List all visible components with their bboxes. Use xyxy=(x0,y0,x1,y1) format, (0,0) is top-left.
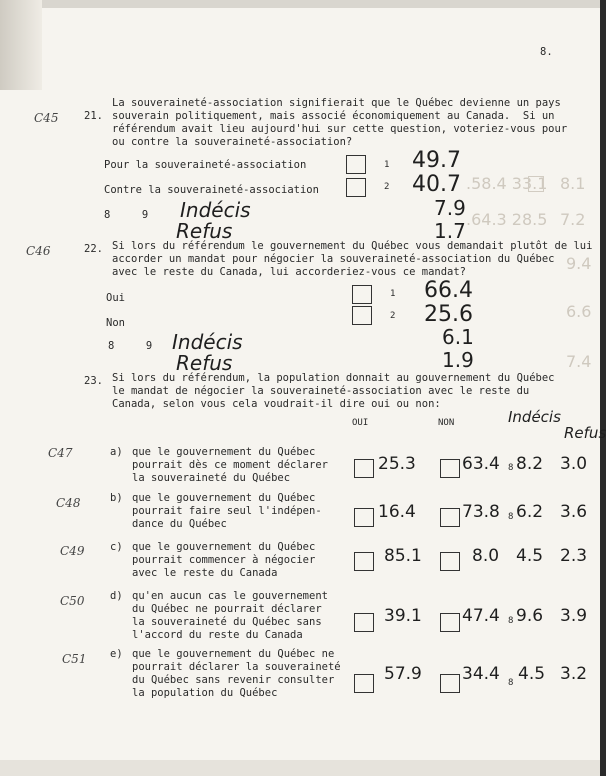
q22-extra-codes: 8 9 xyxy=(108,340,153,352)
q21-text-line: référendum avait lieu aujourd'hui sur cette question, voteriez-vous pour xyxy=(112,123,568,135)
q21-refus-label: Refus xyxy=(176,219,233,243)
q21-option-num: 1 xyxy=(384,160,390,170)
q23-sep: 8 xyxy=(508,616,514,626)
q23-oui-value: 85.1 xyxy=(384,546,422,566)
q23-header-oui: OUI xyxy=(352,418,369,428)
q23-indecis-value: 4.5 xyxy=(518,664,546,684)
q23-item-line: la population du Québec xyxy=(132,687,278,699)
bleed-through-box xyxy=(528,176,544,192)
q23-non-checkbox[interactable] xyxy=(440,552,460,571)
q21-option-value: 49.7 xyxy=(412,148,461,173)
q22-text-line: avec le reste du Canada, lui accorderiez-vous ce mandat? xyxy=(112,266,467,278)
q22-code: C46 xyxy=(26,244,51,258)
q23-oui-checkbox[interactable] xyxy=(354,674,374,693)
q23-indecis-value: 8.2 xyxy=(516,454,544,474)
q23-oui-value: 16.4 xyxy=(378,502,416,522)
q23-sep: 8 xyxy=(508,463,514,473)
q23-item-letter: e) xyxy=(110,648,123,660)
q21-option-num: 2 xyxy=(384,182,390,192)
q22-option-checkbox[interactable] xyxy=(352,285,372,304)
q21-refus-value: 1.7 xyxy=(434,219,466,243)
q23-item-line: la souveraineté du Québec xyxy=(132,472,291,484)
q23-refus-value: 3.0 xyxy=(560,454,588,474)
q23-oui-value: 25.3 xyxy=(378,454,416,474)
q23-text-line: le mandat de négocier la souveraineté-association avec le reste du xyxy=(112,385,530,397)
q23-item-code: C51 xyxy=(62,652,87,666)
q23-item-line: du Québec sans revenir consulter xyxy=(132,674,335,686)
q23-item-code: C50 xyxy=(60,594,85,608)
q21-indecis-value: 7.9 xyxy=(434,196,466,220)
q23-indecis-value: 9.6 xyxy=(516,606,544,626)
q22-option-num: 1 xyxy=(390,289,396,299)
q23-item-line: pourrait faire seul l'indépen- xyxy=(132,505,322,517)
q23-text-line: Si lors du référendum, la population donnait au gouvernement du Québec xyxy=(112,372,555,384)
q23-non-checkbox[interactable] xyxy=(440,613,460,632)
q21-code: C45 xyxy=(34,111,59,125)
q23-indecis-value: 4.5 xyxy=(516,546,544,566)
q23-oui-value: 39.1 xyxy=(384,606,422,626)
q23-oui-value: 57.9 xyxy=(384,664,422,684)
q22-option-value: 25.6 xyxy=(424,302,473,327)
q22-refus-label: Refus xyxy=(176,351,233,375)
bleed-through-mark: .58.4 33.1 xyxy=(466,174,548,193)
q23-refus-value: 3.9 xyxy=(560,606,588,626)
q23-item-line: avec le reste du Canada xyxy=(132,567,278,579)
q23-non-value: 47.4 xyxy=(462,606,500,626)
q23-item-line: pourrait commencer à négocier xyxy=(132,554,316,566)
q22-option-value: 66.4 xyxy=(424,278,473,303)
q23-item-line: que le gouvernement du Québec xyxy=(132,541,316,553)
page-number: 8. xyxy=(540,46,553,58)
q23-refus-value: 3.2 xyxy=(560,664,588,684)
q23-item-line: que le gouvernement du Québec xyxy=(132,492,316,504)
q21-option-label: Contre la souveraineté-association xyxy=(104,184,319,196)
q23-header-non: NON xyxy=(438,418,455,428)
q23-item-code: C48 xyxy=(56,496,81,510)
bleed-through-mark: 9.4 xyxy=(566,254,592,273)
q21-option-value: 40.7 xyxy=(412,172,461,197)
q23-non-checkbox[interactable] xyxy=(440,459,460,478)
q21-option-label: Pour la souveraineté-association xyxy=(104,159,307,171)
q23-item-line: que le gouvernement du Québec xyxy=(132,446,316,458)
q23-oui-checkbox[interactable] xyxy=(354,613,374,632)
page-bottom-edge xyxy=(0,760,600,776)
q23-header-refus: Refus xyxy=(564,424,606,442)
bleed-through-mark: 7.2 xyxy=(560,210,586,229)
q23-text-line: Canada, selon vous cela voudrait-il dire oui ou non: xyxy=(112,398,441,410)
bleed-through-mark: 7.4 xyxy=(566,352,592,371)
q22-option-label: Oui xyxy=(106,292,125,304)
q22-option-checkbox[interactable] xyxy=(352,306,372,325)
q23-item-line: qu'en aucun cas le gouvernement xyxy=(132,590,328,602)
q23-sep: 8 xyxy=(508,678,514,688)
q22-refus-value: 1.9 xyxy=(442,348,474,372)
q21-option-checkbox[interactable] xyxy=(346,155,366,174)
q23-item-code: C49 xyxy=(60,544,85,558)
q21-option-checkbox[interactable] xyxy=(346,178,366,197)
q23-item-line: l'accord du reste du Canada xyxy=(132,629,303,641)
q23-item-line: la souveraineté du Québec sans xyxy=(132,616,322,628)
q23-number: 23. xyxy=(84,375,103,387)
q23-sep: 8 xyxy=(508,512,514,522)
bleed-through-mark: .64.3 28.5 xyxy=(466,210,548,229)
q23-non-value: 8.0 xyxy=(472,546,500,566)
q23-oui-checkbox[interactable] xyxy=(354,459,374,478)
q23-item-line: pourrait déclarer la souveraineté xyxy=(132,661,341,673)
q23-non-checkbox[interactable] xyxy=(440,674,460,693)
q22-text-line: Si lors du référendum le gouvernement du Québec vous demandait plutôt de lui xyxy=(112,240,593,252)
q23-item-letter: c) xyxy=(110,541,123,553)
q22-indecis-label: Indécis xyxy=(172,330,243,354)
bleed-through-mark: 6.6 xyxy=(566,302,592,321)
q23-item-code: C47 xyxy=(48,446,73,460)
q22-text-line: accorder un mandat pour négocier la souveraineté-association du Québec xyxy=(112,253,555,265)
q23-indecis-value: 6.2 xyxy=(516,502,544,522)
q23-header-indecis: Indécis xyxy=(508,408,561,426)
q21-text-line: La souveraineté-association signifierait que le Québec devienne un pays xyxy=(112,97,561,109)
q21-number: 21. xyxy=(84,110,103,122)
q21-text-line: souverain politiquement, mais associé économiquement au Canada. Si un xyxy=(112,110,555,122)
page-fold-shadow xyxy=(0,0,42,90)
q23-non-value: 63.4 xyxy=(462,454,500,474)
q22-indecis-value: 6.1 xyxy=(442,325,474,349)
q22-option-label: Non xyxy=(106,317,125,329)
q21-extra-codes: 8 9 xyxy=(104,209,149,221)
q22-number: 22. xyxy=(84,243,103,255)
q23-refus-value: 3.6 xyxy=(560,502,588,522)
q22-option-num: 2 xyxy=(390,311,396,321)
q23-non-value: 34.4 xyxy=(462,664,500,684)
q21-indecis-label: Indécis xyxy=(180,198,251,222)
bleed-through-mark: 8.1 xyxy=(560,174,586,193)
q23-item-line: pourrait dès ce moment déclarer xyxy=(132,459,328,471)
q21-text-line: ou contre la souveraineté-association? xyxy=(112,136,353,148)
q23-non-checkbox[interactable] xyxy=(440,508,460,527)
q23-item-line: du Québec ne pourrait déclarer xyxy=(132,603,322,615)
q23-item-letter: a) xyxy=(110,446,123,458)
q23-refus-value: 2.3 xyxy=(560,546,588,566)
q23-item-letter: d) xyxy=(110,590,123,602)
q23-oui-checkbox[interactable] xyxy=(354,508,374,527)
q23-oui-checkbox[interactable] xyxy=(354,552,374,571)
q23-item-line: que le gouvernement du Québec ne xyxy=(132,648,335,660)
q23-item-line: dance du Québec xyxy=(132,518,227,530)
q23-item-letter: b) xyxy=(110,492,123,504)
q23-non-value: 73.8 xyxy=(462,502,500,522)
page-top-edge xyxy=(0,0,600,8)
